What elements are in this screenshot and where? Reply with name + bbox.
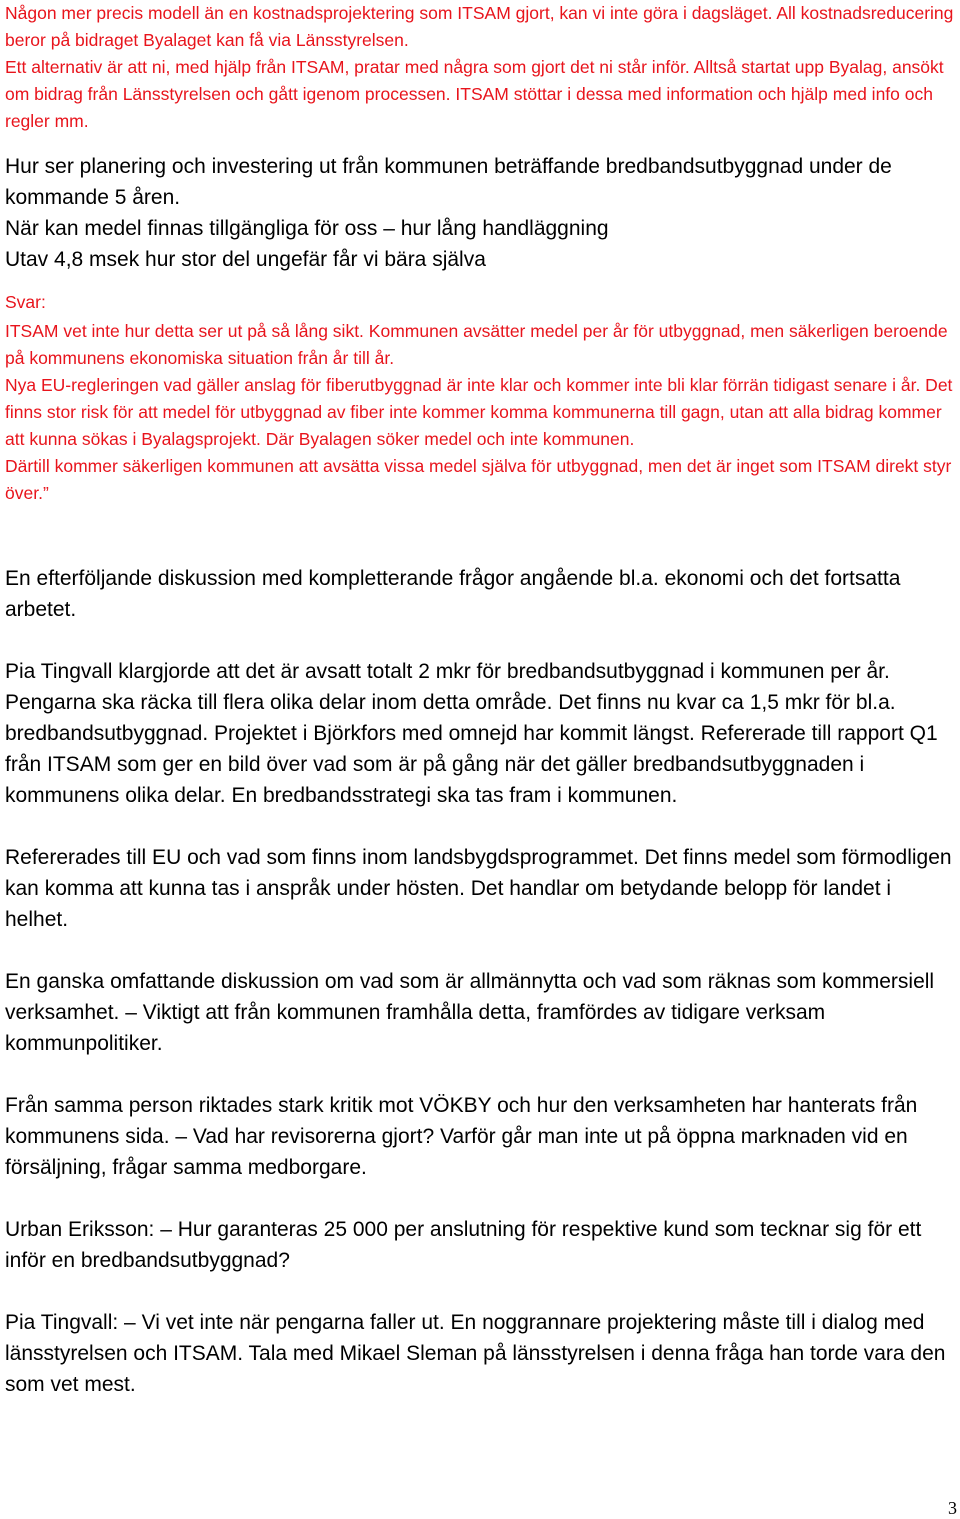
body-paragraph: Urban Eriksson: – Hur garanteras 25 000 per anslutning för respektive kund som tecknar sig för ett inför en bredbandsutbyggnad?	[5, 1218, 922, 1272]
answer-paragraph: Därtill kommer säkerligen kommunen att avsätta vissa medel själva för utbyggnad, men det är inget som ITSAM direkt styr över.”	[5, 456, 952, 503]
question-line: När kan medel finnas tillgängliga för oss – hur lång handläggning	[5, 217, 609, 240]
intro-paragraph: Någon mer precis modell än en kostnadsprojektering som ITSAM gjort, kan vi inte göra i dagsläget. All kostnadsreducering beror på bidraget Byalaget kan få via Länsstyrelsen.	[5, 3, 954, 50]
answer-paragraph: Nya EU-regleringen vad gäller anslag för fiberutbyggnad är inte klar och kommer inte bli klar förrän tidigast senare i år. Det finns stor risk för att medel för utbyggnad av fiber inte kommer komma kommunerna till gagn, utan att alla bidrag kommer att kunna sökas i Byalagsprojekt. Där Byalagen söker medel och inte kommunen.	[5, 375, 953, 449]
question-line: Hur ser planering och investering ut från kommunen beträffande bredbandsutbyggnad under de kommande 5 åren.	[5, 155, 892, 209]
answer-paragraph: ITSAM vet inte hur detta ser ut på så lång sikt. Kommunen avsätter medel per år för utbyggnad, men säkerligen beroende på kommunens ekonomiska situation från år till år.	[5, 321, 948, 368]
document-page	[5, 0, 957, 1400]
body-paragraph: Pia Tingvall: – Vi vet inte när pengarna faller ut. En noggrannare projektering måste till i dialog med länsstyrelsen och ITSAM. Tala med Mikael Sleman på länsstyrelsen i denna fråga han torde vara den som vet mest.	[5, 1311, 946, 1396]
body-paragraph: Från samma person riktades stark kritik mot VÖKBY och hur den verksamheten har hanterats från kommunens sida. – Vad har revisorerna gjort? Varför går man inte ut på öppna marknaden vid en försäljning, frågar samma medborgare.	[5, 1094, 918, 1179]
answer-block	[5, 289, 957, 507]
page-number: 3	[948, 1498, 957, 1518]
intro-red-text	[5, 0, 957, 135]
body-paragraph: En ganska omfattande diskussion om vad som är allmännytta och vad som räknas som kommersiell verksamhet. – Viktigt att från kommunen framhålla detta, framfördes av tidigare verksam kommunpolitiker.	[5, 970, 935, 1055]
body-paragraph: Pia Tingvall klargjorde att det är avsatt totalt 2 mkr för bredbandsutbyggnad i kommunen per år. Pengarna ska räcka till flera olika delar inom detta område. Det finns nu kvar ca 1,5 mkr för bl.a. bredbandsutbyggnad. Projektet i Björkfors med omnejd har kommit längst. Refererade till rapport Q1 från ITSAM som ger en bild över vad som är på gång när det gäller bredbandsutbyggnaden i kommunens olika delar. En bredbandsstrategi ska tas fram i kommunen.	[5, 660, 938, 807]
body-paragraph: En efterföljande diskussion med kompletterande frågor angående bl.a. ekonomi och det fortsatta arbetet.	[5, 567, 901, 621]
answer-label: Svar:	[5, 292, 46, 312]
questions-block	[5, 151, 957, 275]
question-line: Utav 4,8 msek hur stor del ungefär får vi bära själva	[5, 248, 486, 271]
intro-paragraph: Ett alternativ är att ni, med hjälp från ITSAM, pratar med några som gjort det ni står inför. Alltså startat upp Byalag, ansökt om bidrag från Länsstyrelsen och gått igenom processen. ITSAM stöttar i dessa med information och hjälp med info och regler mm.	[5, 57, 944, 131]
body-paragraph: Refererades till EU och vad som finns inom landsbygdsprogrammet. Det finns medel som förmodligen kan komma att kunna tas i anspråk under hösten. Det handlar om betydande belopp för landet i helhet.	[5, 846, 952, 931]
